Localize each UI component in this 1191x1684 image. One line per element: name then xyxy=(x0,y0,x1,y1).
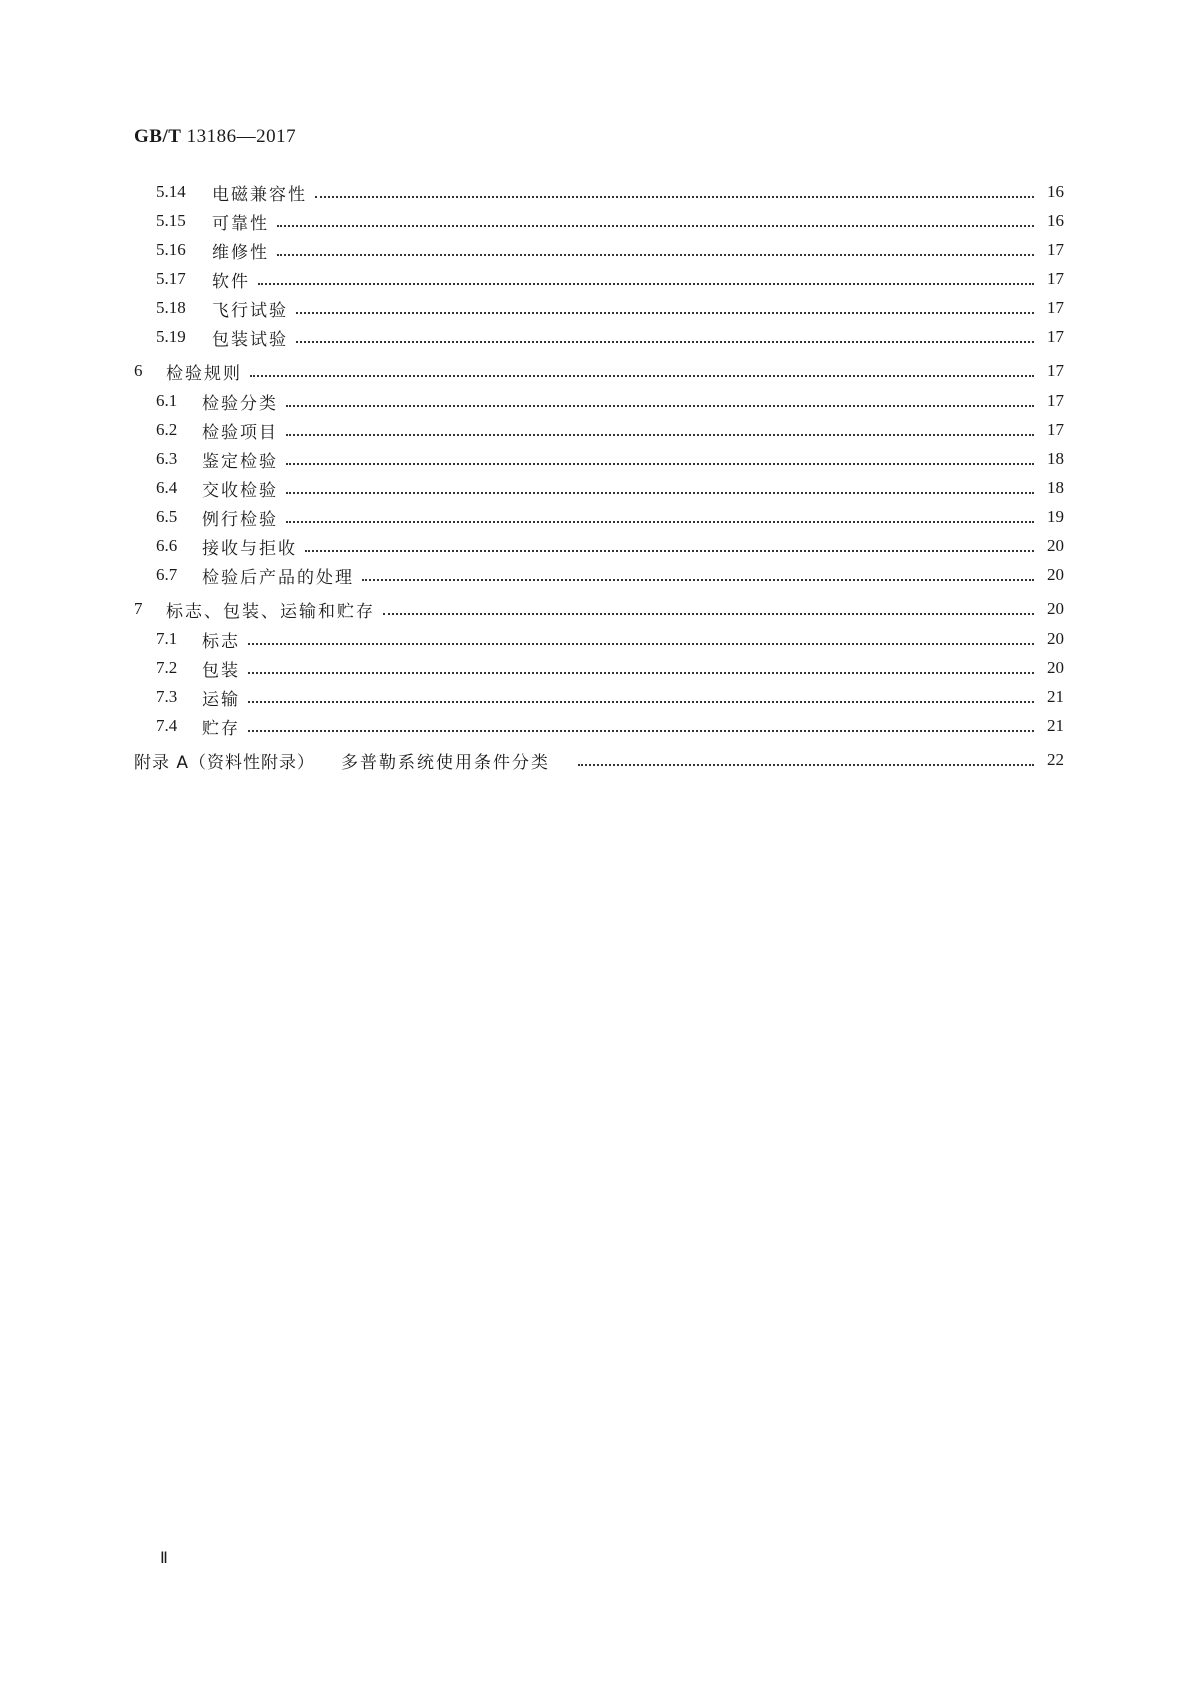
toc-entry[interactable] xyxy=(134,683,1064,711)
toc-entry-page: 17 xyxy=(1047,269,1064,288)
toc-entry-page: 20 xyxy=(1047,565,1064,584)
toc-dot-leader xyxy=(286,491,1034,494)
toc-chapter-title: 标志、包装、运输和贮存 xyxy=(166,601,375,622)
toc-entry[interactable] xyxy=(134,474,1064,502)
toc-entry-title: 检验项目 xyxy=(202,422,278,443)
toc-entry-page: 22 xyxy=(1047,750,1064,769)
toc-entry-number: 7.2 xyxy=(156,658,178,677)
document-code-header xyxy=(134,126,296,148)
toc-entry-title: 标志 xyxy=(202,631,240,652)
toc-entry-page: 17 xyxy=(1047,327,1064,346)
toc-entry-title: 包装试验 xyxy=(212,329,288,350)
toc-dot-leader xyxy=(248,671,1034,674)
toc-entry-page: 17 xyxy=(1047,361,1064,380)
toc-entry-number: 5.17 xyxy=(156,269,186,288)
toc-dot-leader xyxy=(258,282,1034,285)
toc-dot-leader xyxy=(277,253,1034,256)
toc-dot-leader xyxy=(286,433,1034,436)
toc-entry-number: 6.4 xyxy=(156,478,178,497)
toc-entry-page: 19 xyxy=(1047,507,1064,526)
toc-chapter[interactable] xyxy=(134,357,1064,385)
toc-entry-title: 检验分类 xyxy=(202,393,278,414)
toc-entry-number: 6.1 xyxy=(156,391,178,410)
toc-dot-leader xyxy=(315,195,1034,198)
toc-entry-title: 运输 xyxy=(202,689,240,710)
toc-entry-page: 20 xyxy=(1047,658,1064,677)
toc-entry[interactable] xyxy=(134,532,1064,560)
toc-dot-leader xyxy=(362,578,1034,581)
toc-entry-page: 18 xyxy=(1047,449,1064,468)
toc-entry[interactable] xyxy=(134,625,1064,653)
toc-entry-title: 贮存 xyxy=(202,718,240,739)
toc-entry-title: 软件 xyxy=(212,271,250,292)
toc-entry-number: 6.5 xyxy=(156,507,178,526)
standard-number: 13186—2017 xyxy=(186,126,297,147)
toc-entry-page: 17 xyxy=(1047,391,1064,410)
toc-entry[interactable] xyxy=(134,207,1064,235)
toc-entry-title: 电磁兼容性 xyxy=(212,184,307,205)
toc-entry[interactable] xyxy=(134,416,1064,444)
toc-entry-title: 包装 xyxy=(202,660,240,681)
toc-entry-number: 5.16 xyxy=(156,240,186,259)
toc-dot-leader xyxy=(578,763,1034,766)
toc-entry-page: 21 xyxy=(1047,687,1064,706)
toc-chapter-title: 检验规则 xyxy=(166,363,242,384)
toc-entry-title: 例行检验 xyxy=(202,509,278,530)
toc-entry[interactable] xyxy=(134,178,1064,206)
toc-dot-leader xyxy=(248,729,1034,732)
toc-entry-number: 7.3 xyxy=(156,687,178,706)
toc-entry-number: 5.18 xyxy=(156,298,186,317)
toc-entry-page: 16 xyxy=(1047,211,1064,230)
toc-dot-leader xyxy=(250,374,1034,377)
toc-entry-number: 7.4 xyxy=(156,716,178,735)
toc-entry-number: 7.1 xyxy=(156,629,178,648)
toc-entry-page: 20 xyxy=(1047,599,1064,618)
standard-prefix: GB/T xyxy=(134,126,182,147)
toc-entry-page: 18 xyxy=(1047,478,1064,497)
toc-chapter-number: 6 xyxy=(134,361,143,380)
toc-entry[interactable] xyxy=(134,294,1064,322)
toc-entry-number: 6.6 xyxy=(156,536,178,555)
toc-entry-page: 17 xyxy=(1047,298,1064,317)
toc-entry[interactable] xyxy=(134,503,1064,531)
toc-entry-title: 检验后产品的处理 xyxy=(202,567,354,588)
toc-chapter-number: 7 xyxy=(134,599,143,618)
toc-entry-number: 6.2 xyxy=(156,420,178,439)
toc-entry-title: 可靠性 xyxy=(212,213,269,234)
toc-dot-leader xyxy=(296,311,1034,314)
toc-appendix-label: 附录 A（资料性附录） xyxy=(134,752,316,773)
toc-chapter[interactable] xyxy=(134,595,1064,623)
toc-entry-title: 接收与拒收 xyxy=(202,538,297,559)
toc-dot-leader xyxy=(248,700,1034,703)
toc-entry[interactable] xyxy=(134,236,1064,264)
toc-entry[interactable] xyxy=(134,387,1064,415)
toc-entry[interactable] xyxy=(134,265,1064,293)
toc-entry[interactable] xyxy=(134,654,1064,682)
toc-entry-page: 17 xyxy=(1047,240,1064,259)
toc-entry-number: 6.3 xyxy=(156,449,178,468)
toc-entry-page: 21 xyxy=(1047,716,1064,735)
toc-dot-leader xyxy=(286,520,1034,523)
toc-entry[interactable] xyxy=(134,712,1064,740)
toc-entry-number: 5.19 xyxy=(156,327,186,346)
toc-entry-title: 飞行试验 xyxy=(212,300,288,321)
toc-entry[interactable] xyxy=(134,445,1064,473)
toc-dot-leader xyxy=(277,224,1034,227)
toc-dot-leader xyxy=(286,462,1034,465)
toc-dot-leader xyxy=(286,404,1034,407)
toc-entry-page: 20 xyxy=(1047,629,1064,648)
toc-entry-page: 17 xyxy=(1047,420,1064,439)
toc-entry-number: 5.14 xyxy=(156,182,186,201)
toc-dot-leader xyxy=(305,549,1034,552)
toc-entry-page: 20 xyxy=(1047,536,1064,555)
toc-entry[interactable] xyxy=(134,561,1064,589)
toc-dot-leader xyxy=(383,612,1034,615)
toc-entry-title: 维修性 xyxy=(212,242,269,263)
toc-entry-page: 16 xyxy=(1047,182,1064,201)
toc-entry-title: 交收检验 xyxy=(202,480,278,501)
toc-dot-leader xyxy=(248,642,1034,645)
toc-appendix-title: 多普勒系统使用条件分类 xyxy=(341,752,551,773)
toc-entry-number: 5.15 xyxy=(156,211,186,230)
toc-dot-leader xyxy=(296,340,1034,343)
toc-appendix[interactable] xyxy=(134,746,1064,774)
page-number: Ⅱ xyxy=(160,1550,168,1567)
toc-entry[interactable] xyxy=(134,323,1064,351)
toc-entry-title: 鉴定检验 xyxy=(202,451,278,472)
toc-entry-number: 6.7 xyxy=(156,565,178,584)
